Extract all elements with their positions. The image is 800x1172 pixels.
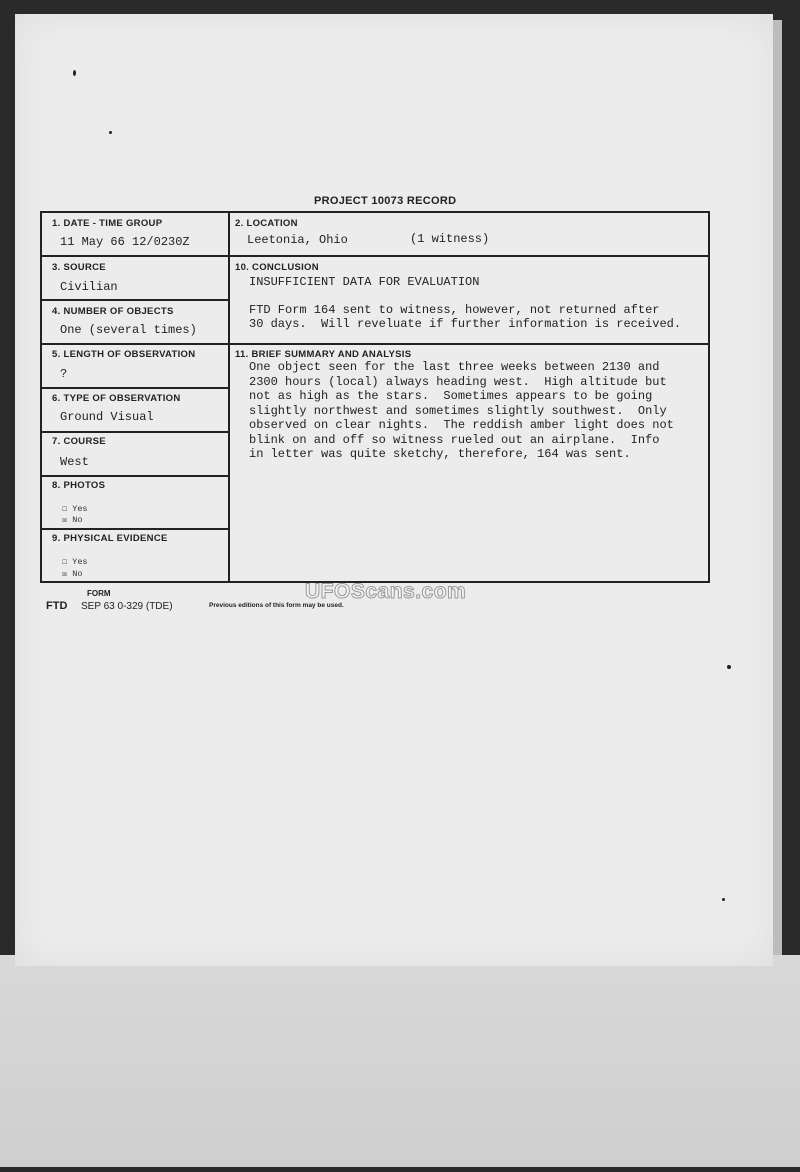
conclusion-label: 10. CONCLUSION — [235, 262, 319, 273]
objects-value: One (several times) — [60, 323, 197, 337]
row-divider — [42, 528, 229, 530]
lower-sheet — [0, 955, 800, 1167]
conclusion-value: INSUFFICIENT DATA FOR EVALUATION — [249, 275, 480, 289]
date-time-label: 1. DATE - TIME GROUP — [52, 218, 163, 229]
summary-line: blink on and off so witness rueled out an airplane. Info — [249, 432, 660, 447]
length-value: ? — [60, 367, 68, 381]
row-divider — [42, 343, 710, 345]
summary-label: 11. BRIEF SUMMARY AND ANALYSIS — [235, 349, 412, 360]
summary-line: observed on clear nights. The reddish amber light does not — [249, 418, 674, 432]
evidence-yes-checkbox: ☐ Yes — [62, 557, 88, 567]
conclusion-line-1: FTD Form 164 sent to witness, however, not returned after — [249, 303, 660, 317]
type-value: Ground Visual — [60, 410, 154, 424]
date-time-value: 11 May 66 12/0230Z — [60, 235, 190, 249]
speck — [727, 665, 731, 669]
witness-count: (1 witness) — [410, 232, 490, 246]
source-label: 3. SOURCE — [52, 262, 106, 273]
summary-line: slightly northwest and sometimes slightly southwest. Only — [249, 403, 667, 418]
row-divider — [42, 431, 229, 433]
evidence-label: 9. PHYSICAL EVIDENCE — [52, 533, 168, 544]
objects-label: 4. NUMBER OF OBJECTS — [52, 306, 174, 317]
photos-label: 8. PHOTOS — [52, 480, 106, 491]
footer-ftd: FTD — [46, 600, 68, 612]
row-divider — [42, 475, 229, 477]
length-label: 5. LENGTH OF OBSERVATION — [52, 349, 196, 360]
row-divider — [42, 299, 229, 301]
evidence-no-checkbox: ☒ No — [62, 569, 83, 579]
photos-no-checkbox: ☒ No — [62, 515, 83, 525]
photos-yes-checkbox: ☐ Yes — [62, 504, 88, 514]
summary-line: in letter was quite sketchy, therefore, 164 was sent. — [249, 447, 631, 461]
row-divider — [42, 387, 229, 389]
footer-form-word: FORM — [87, 589, 111, 598]
course-label: 7. COURSE — [52, 436, 106, 447]
row-divider — [42, 255, 710, 257]
speck — [109, 131, 112, 134]
location-label: 2. LOCATION — [235, 218, 298, 229]
record-form — [40, 211, 710, 583]
conclusion-line-2: 30 days. Will reveluate if further information is received. — [249, 317, 682, 331]
footer-previous-editions: Previous editions of this form may be used. — [209, 602, 344, 609]
speck — [722, 898, 725, 901]
source-value: Civilian — [60, 280, 118, 294]
course-value: West — [60, 455, 89, 469]
type-label: 6. TYPE OF OBSERVATION — [52, 393, 181, 404]
footer-form-number: SEP 63 0-329 (TDE) — [81, 601, 173, 612]
summary-line: One object seen for the last three weeks between 2130 and — [249, 360, 660, 374]
summary-line: 2300 hours (local) always heading west. High altitude but — [249, 374, 667, 389]
form-title: PROJECT 10073 RECORD — [314, 195, 457, 207]
watermark: UFOScans.com — [305, 580, 467, 603]
summary-line: not as high as the stars. Sometimes appears to be going — [249, 389, 653, 403]
location-value: Leetonia, Ohio — [247, 233, 348, 247]
speck — [73, 70, 76, 76]
